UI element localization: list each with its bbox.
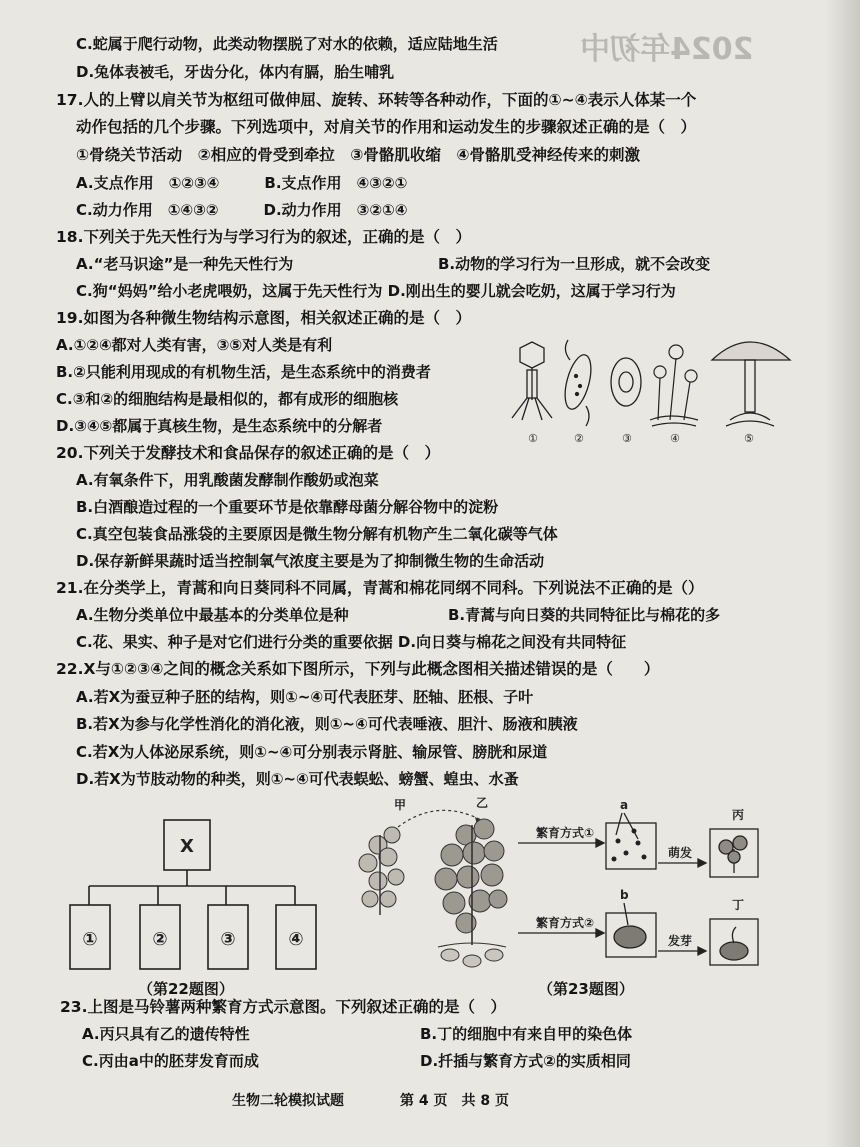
question-line: C.若X为人体泌尿系统，则①~④可分别表示肾脏、输尿管、膀胱和尿道 <box>76 743 548 761</box>
question-line: A.丙只具有乙的遗传特性 <box>82 1025 250 1043</box>
question-line: D.③④⑤都属于真核生物，是生态系统中的分解者 <box>56 417 383 435</box>
question-line: C.蛇属于爬行动物，此类动物摆脱了对水的依赖，适应陆地生活 <box>76 35 498 53</box>
question-line: A.有氧条件下，用乳酸菌发酵制作酸奶或泡菜 <box>76 471 379 489</box>
concept-child-1: ① <box>82 929 98 950</box>
question-line: B.②只能利用现成的有机物生活，是生态系统中的消费者 <box>56 363 431 381</box>
fig23-method1: 繁育方式① <box>536 826 595 840</box>
seedling-box-ding <box>710 919 758 965</box>
fig23-label-a: a <box>620 798 629 812</box>
fig19-label-1: ① <box>528 432 538 445</box>
question-stem: 17.人的上臂以肩关节为枢纽可做伸屈、旋转、环转等各种动作，下面的①~④表示人体某一个 <box>56 91 697 109</box>
question-stem: 21.在分类学上，青蒿和向日葵同科不同属，青蒿和棉花同纲不同科。下列说法不正确的是（） <box>56 579 704 597</box>
fig19-label-4: ④ <box>670 432 680 445</box>
question-line: C.狗“妈妈”给小老虎喂奶，这属于先天性行为 D.刚出生的婴儿就会吃奶，这属于学习行为 <box>76 282 676 300</box>
mold-icon <box>650 345 698 426</box>
potato-tubers-icon <box>438 943 506 967</box>
question-line: ①骨绕关节活动 ②相应的骨受到牵拉 ③骨骼肌收缩 ④骨骼肌受神经传来的刺激 <box>76 146 640 164</box>
question-line: C.动力作用 ①④③② D.动力作用 ③②①④ <box>76 201 408 219</box>
fig19-microorganisms <box>500 330 800 450</box>
question-line: C.③和②的细胞结构是最相似的，都有成形的细胞核 <box>56 390 399 408</box>
virus-icon <box>512 342 552 420</box>
fig22-concept-map <box>60 800 340 990</box>
question-line: D.保存新鲜果蔬时适当控制氧气浓度主要是为了抑制微生物的生命活动 <box>76 552 545 570</box>
fig23-method2: 繁育方式② <box>536 916 595 930</box>
question-line: A.支点作用 ①②③④ B.支点作用 ④③②① <box>76 174 408 192</box>
page-edge-shadow <box>826 0 860 1147</box>
question-line: B.动物的学习行为一旦形成，就不会改变 <box>438 255 711 273</box>
seedling-box-bing <box>710 829 758 877</box>
fig23-potato-propagation <box>348 795 798 985</box>
fig23-caption: （第23题图） <box>538 980 634 998</box>
question-line: C.丙由a中的胚芽发育而成 <box>82 1052 259 1070</box>
question-line: D.扦插与繁育方式②的实质相同 <box>420 1052 631 1070</box>
fig23-label-b: b <box>620 888 629 902</box>
fig23-label-ding: 丁 <box>732 898 745 912</box>
tuber-box-b <box>606 903 656 957</box>
fig19-label-2: ② <box>574 432 584 445</box>
concept-root-label: X <box>180 836 194 857</box>
fig23-label-yi: 乙 <box>476 796 489 810</box>
question-line: A.若X为蚕豆种子胚的结构，则①~④可代表胚芽、胚轴、胚根、子叶 <box>76 688 534 706</box>
question-line: 动作包括的几个步骤。下列选项中，对肩关节的作用和运动发生的步骤叙述正确的是（ ） <box>76 118 697 136</box>
fig19-label-5: ⑤ <box>744 432 754 445</box>
bacterium-icon <box>560 340 596 426</box>
mushroom-icon <box>712 342 790 426</box>
concept-child-4: ④ <box>288 929 304 950</box>
question-line: C.真空包装食品涨袋的主要原因是微生物分解有机物产生二氧化碳等气体 <box>76 525 558 543</box>
question-line: B.丁的细胞中有来自甲的染色体 <box>420 1025 633 1043</box>
yeast-icon <box>611 358 641 406</box>
potato-plant-jia-icon <box>359 827 404 915</box>
fig23-sprout2: 发芽 <box>668 934 693 948</box>
fig23-sprout1: 萌发 <box>668 846 693 860</box>
footer-page-number: 第 4 页 共 8 页 <box>400 1093 509 1109</box>
fig23-label-jia: 甲 <box>394 798 407 812</box>
question-line: A.生物分类单位中最基本的分类单位是种 <box>76 606 349 624</box>
concept-child-3: ③ <box>220 929 236 950</box>
footer-subject: 生物二轮模拟试题 <box>232 1093 344 1109</box>
question-line: A.①②④都对人类有害，③⑤对人类是有利 <box>56 336 333 354</box>
potato-plant-yi-icon <box>435 819 507 945</box>
question-line: B.青蒿与向日葵的共同特征比与棉花的多 <box>448 606 721 624</box>
fig22-caption: （第22题图） <box>138 980 234 998</box>
question-line: D.兔体表被毛，牙齿分化，体内有膈，胎生哺乳 <box>76 63 395 81</box>
question-line: A.“老马识途”是一种先天性行为 <box>76 255 294 273</box>
concept-child-2: ② <box>152 929 168 950</box>
bleed-through-title: 2024年初中 <box>580 32 754 67</box>
question-stem: 20.下列关于发酵技术和食品保存的叙述正确的是（ ） <box>56 444 440 462</box>
fig19-label-3: ③ <box>622 432 632 445</box>
fig23-label-bing: 丙 <box>732 808 745 822</box>
question-stem: 18.下列关于先天性行为与学习行为的叙述，正确的是（ ） <box>56 228 471 246</box>
question-stem: 23.上图是马铃薯两种繁育方式示意图。下列叙述正确的是（ ） <box>60 998 506 1016</box>
question-stem: 22.X与①②③④之间的概念关系如下图所示，下列与此概念图相关描述错误的是（ ） <box>56 660 660 678</box>
question-line: B.白酒酿造过程的一个重要环节是依靠酵母菌分解谷物中的淀粉 <box>76 498 499 516</box>
question-line: C.花、果实、种子是对它们进行分类的重要依据 D.向日葵与棉花之间没有共同特征 <box>76 633 627 651</box>
question-stem: 19.如图为各种微生物结构示意图，相关叙述正确的是（ ） <box>56 309 471 327</box>
question-line: D.若X为节肢动物的种类，则①~④可代表蜈蚣、螃蟹、蝗虫、水蚤 <box>76 770 519 788</box>
question-line: B.若X为参与化学性消化的消化液，则①~④可代表唾液、胆汁、肠液和胰液 <box>76 715 578 733</box>
